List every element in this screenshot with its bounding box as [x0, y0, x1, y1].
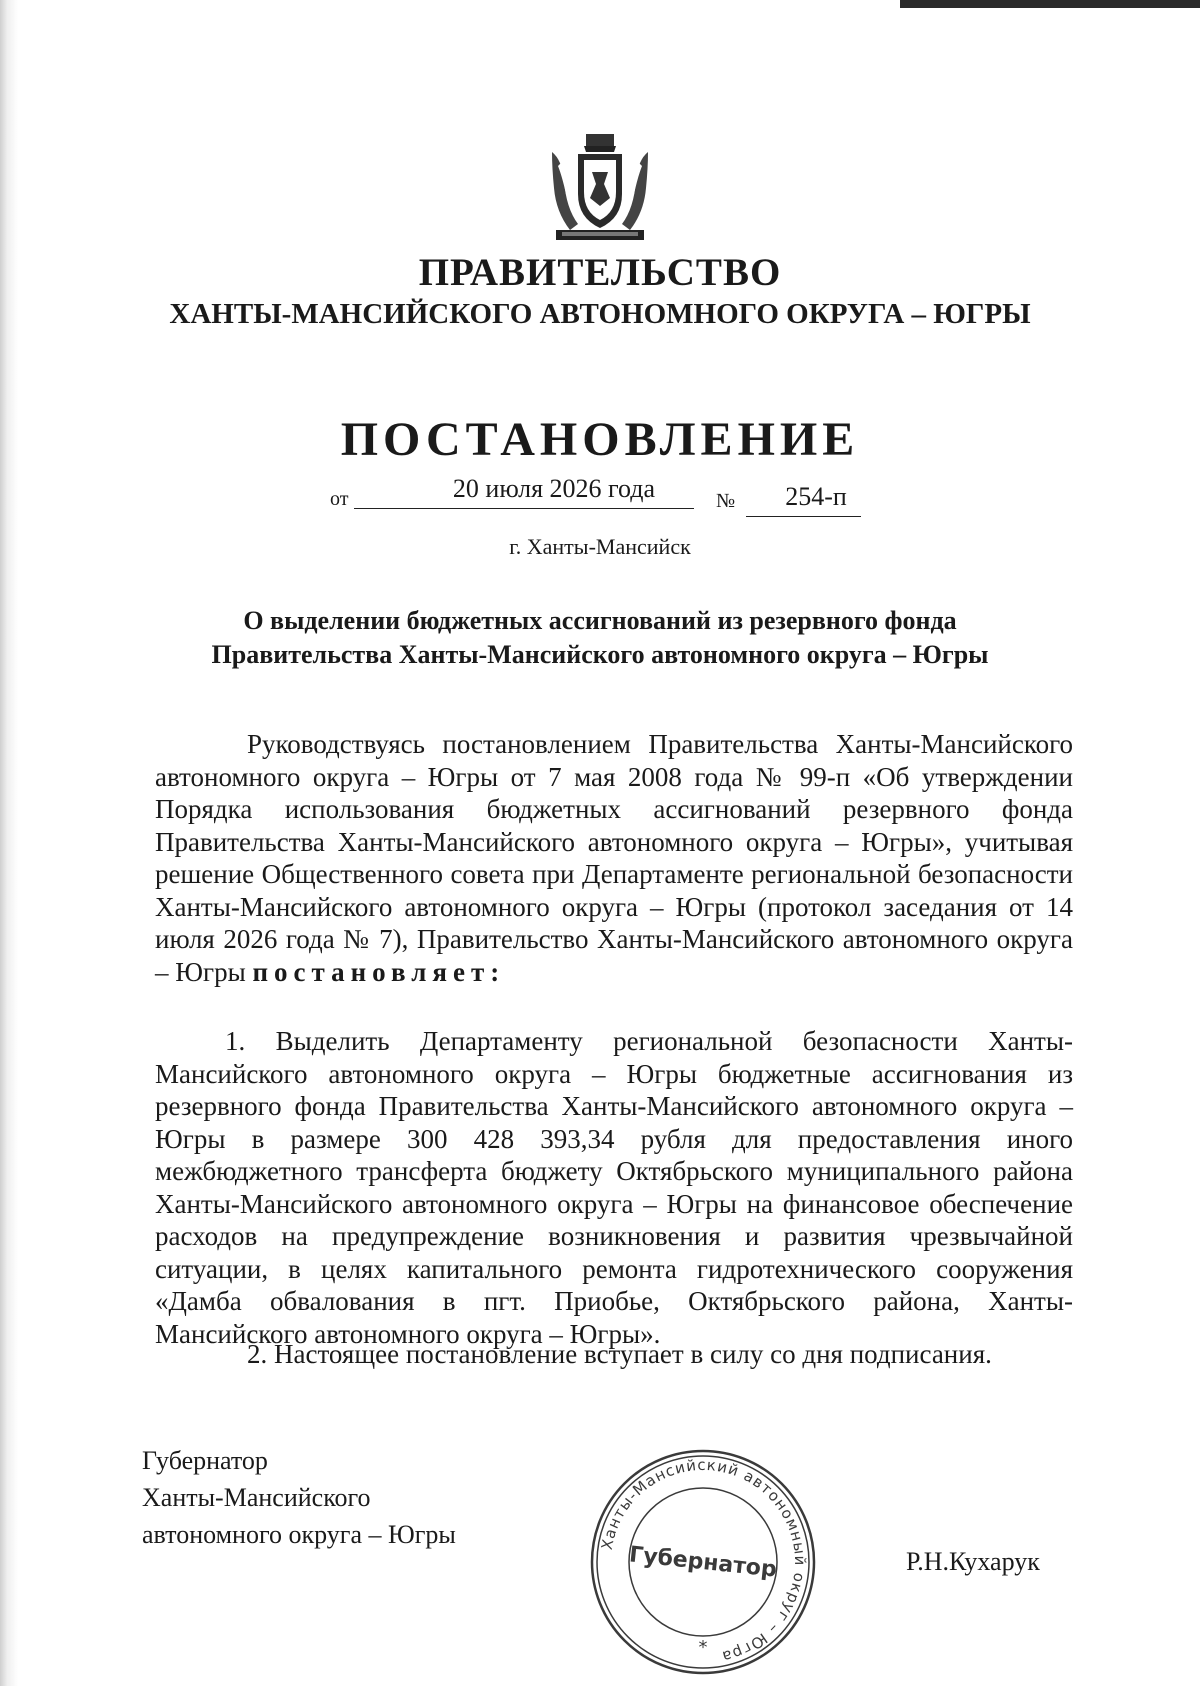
- stamp-star: *: [698, 1637, 708, 1658]
- document-number: 254-п: [785, 482, 847, 511]
- signatory-title-line-1: Губернатор: [142, 1446, 268, 1475]
- official-stamp: [588, 1447, 818, 1677]
- preamble-block: [155, 728, 1073, 988]
- signatory-title-line-2: Ханты-Мансийского: [142, 1483, 371, 1512]
- scan-top-mark: [900, 0, 1200, 8]
- signatory-title: [142, 1442, 456, 1553]
- document-subject: [0, 604, 1200, 672]
- preamble-text: Руководствуясь постановлением Правительства Ханты-Мансийского автономного округа – Югры от 7 мая 2008 года № 99-п «Об утверждении Порядка использования бюджетных ассигнований резервного фонда Правительства Ханты-Мансийского автономного округа – Югры», учитывая решение Общественного совета при Департаменте региональной безопасности Ханты-Мансийского автономного округа – Югры (протокол заседания от 14 июля 2026 года № 7), Правительство Ханты-Мансийского автономного округа – Югры: [155, 729, 1073, 987]
- item-2-block: [155, 1338, 1073, 1371]
- subject-line-1: О выделении бюджетных ассигнований из резервного фонда: [243, 606, 957, 635]
- date-prefix: от: [330, 488, 349, 510]
- subject-line-2: Правительства Ханты-Мансийского автономного округа – Югры: [211, 640, 989, 669]
- item-1: 1. Выделить Департаменту региональной безопасности Ханты-Мансийского автономного округа – Югры бюджетные ассигнования из резервного фонда Правительства Ханты-Мансийского автономного округа – Югры в размере 300 428 393,34 рубля для предоставления иного межбюджетного трансферта бюджету Октябрьского муниципального района Ханты-Мансийского автономного округа – Югры на финансовое обеспечение расходов на предупреждение возникновения и развития чрезвычайной ситуации, в целях капитального ремонта гидротехнического сооружения «Дамба обвалования в пгт. Приобье, Октябрьского района, Ханты-Мансийского автономного округа – Югры».: [155, 1026, 1073, 1349]
- date-underline: [354, 508, 694, 509]
- signatory-name: Р.Н.Кухарук: [906, 1547, 1040, 1576]
- preamble-paragraph: [155, 728, 1073, 988]
- item-2: 2. Настоящее постановление вступает в силу со дня подписания.: [247, 1339, 992, 1369]
- stamp-ring-text: Ханты-Мансийский автономный округ – Югра: [597, 1455, 810, 1667]
- number-sign: №: [716, 490, 736, 512]
- document-date: 20 июля 2026 года: [452, 474, 656, 503]
- coat-of-arms-emblem: [548, 132, 652, 242]
- government-title: ПРАВИТЕЛЬСТВО: [418, 251, 782, 294]
- date-number-line: [330, 474, 860, 518]
- signatory-title-line-3: автономного округа – Югры: [142, 1520, 456, 1549]
- number-underline: [746, 516, 861, 517]
- government-region: ХАНТЫ-МАНСИЙСКОГО АВТОНОМНОГО ОКРУГА – ЮГРЫ: [169, 298, 1031, 330]
- item-1-block: [155, 1025, 1073, 1350]
- resolves-word: постановляет:: [252, 956, 506, 987]
- document-type: ПОСТАНОВЛЕНИЕ: [340, 413, 860, 466]
- city: г. Ханты-Мансийск: [509, 534, 691, 559]
- stamp-center-text: Губернатор: [628, 1542, 778, 1583]
